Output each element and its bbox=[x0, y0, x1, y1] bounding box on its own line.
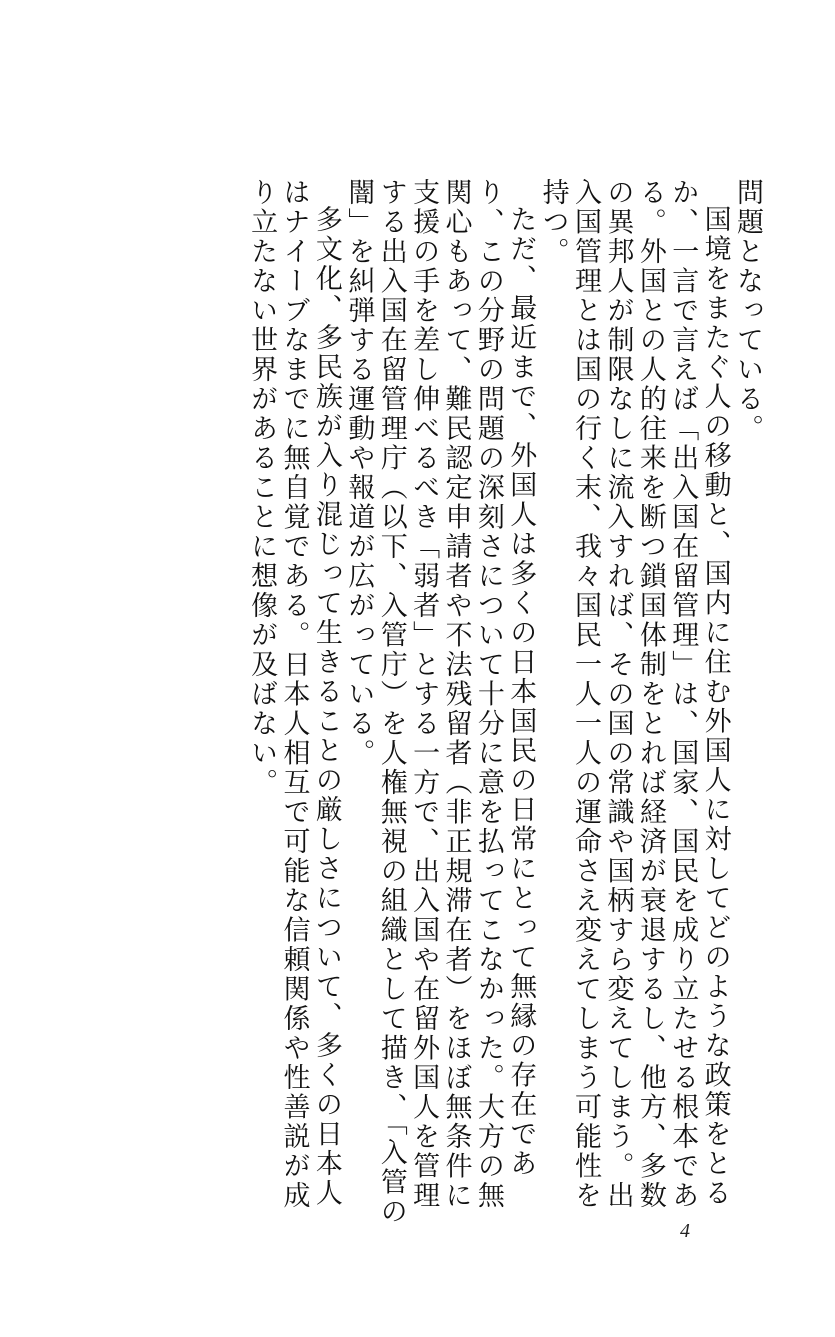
page-number: 4 bbox=[680, 1220, 690, 1242]
body-text bbox=[63, 178, 763, 1228]
paragraph: ただ、最近まで、外国人は多くの日本国民の日常にとって無縁の存在であり、この分野の問題の深刻さについて十分に意を払ってこなかった。大方の無関心もあって、難民認定申請者や不法残留者（非正規滞在者）をほぼ無条件に支援の手を差し伸べるべき「弱者」とする一方で、出入国や在留外国人を管理する出入国在留管理庁（以下、入管庁）を人権無視の組織として描き、「入管の闇」を糾弾する運動や報道が広がっている。 bbox=[343, 178, 537, 1227]
paragraph: 多文化、多民族が入り混じって生きることの厳しさについて、多くの日本人はナイーブなまでに無自覚である。日本人相互で可能な信頼関係や性善説が成り立たない世界があることに想像が及ばない。 bbox=[246, 178, 342, 1211]
paragraph: 問題となっている。 bbox=[732, 178, 763, 444]
paragraph: 国境をまたぐ人の移動と、国内に住む外国人に対してどのような政策をとるか、一言で言えば「出入国在留管理」は、国家、国民を成り立たせる根本である。外国との人的往来を断つ鎖国体制をとれば経済が衰退するし、他方、多数の異邦人が制限なしに流入すれば、その国の常識や国柄すら変えてしまう。出入国管理とは国の行く末、我々国民一人一人の運命さえ変えてしまう可能性を持つ。 bbox=[537, 178, 731, 1211]
